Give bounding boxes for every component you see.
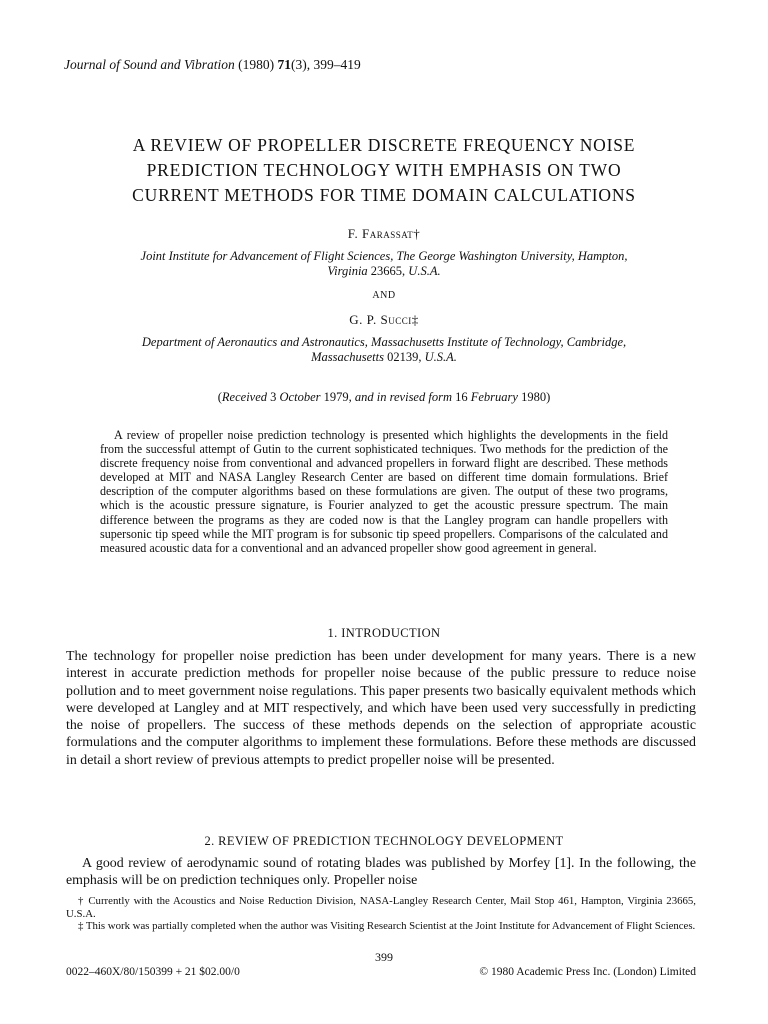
author-2-mark: ‡ [411, 312, 419, 327]
received-dates [40, 390, 728, 405]
copyright-notice: © 1980 Academic Press Inc. (London) Limited [479, 966, 696, 978]
received-open: ( [217, 390, 222, 404]
revised-year: 1980) [517, 390, 551, 404]
abstract-text: A review of propeller noise prediction technology is presented which highlights the developments in the field from the successful attempt of Gutin to the current sophisticated techniques. Two methods for the prediction of the discrete frequency noise from conventional and advanced propellers in forward flight are described. These methods developed at MIT and NASA Langley Research Center are based on different time domain formulations. Brief description of the computer algorithms based on these formulations are given. The output of these two programs, which is the acoustic pressure signature, is Fourier analyzed to get the acoustic pressure spectrum. The main difference between the programs as they are coded now is that the Langley program can handle propellers with supersonic tip speed while the MIT program is for subsonic tip speed propellers. Comparisons of the calculated and measured acoustic data for a conventional and an advanced propeller show good agreement in general. [100, 428, 668, 555]
section-1-paragraph: The technology for propeller noise prediction has been under development for many years. There is a new interest in accurate prediction methods for propeller noise because of the public pressure to reduce noise pollution and to meet government noise regulations. This paper presents two basically equivalent methods which were developed at Langley and at MIT respectively, and which have been used very successfully in predicting the noise of propellers. The success of these methods depends on the selection of appropriate acoustic formulations and the computer algorithms to implement these formulations. Before these methods are discussed in detail a short review of previous attempts to predict propeller noise will be presented. [66, 649, 696, 768]
author-2-affiliation-line-2 [40, 350, 728, 365]
title-line-2: PREDICTION TECHNOLOGY WITH EMPHASIS ON TWO [146, 160, 622, 180]
and-separator: AND [372, 290, 396, 301]
section-2-body [66, 855, 696, 890]
journal-citation [64, 57, 361, 73]
section-1-body [66, 648, 696, 769]
revised-label: and in revised form [354, 390, 452, 404]
journal-name: Journal of Sound and Vibration [64, 57, 235, 72]
revised-month: February [470, 390, 518, 404]
footnote-2: ‡ This work was partially completed when the author was Visiting Research Scientist at the Joint Institute for Advancement of Flight Sciences. [78, 920, 696, 932]
footnotes [66, 895, 696, 933]
author-2-name: G. P. Succi [349, 312, 412, 327]
author-1-country: U.S.A. [408, 264, 441, 278]
footnote-1: † Currently with the Acoustics and Noise Reduction Division, NASA-Langley Research Center, Mail Stop 461, Hampton, Virginia 23665, U.S.A. [66, 895, 696, 920]
author-1-zip: 23665, [367, 264, 409, 278]
title-line-1: A REVIEW OF PROPELLER DISCRETE FREQUENCY NOISE [132, 135, 636, 155]
section-2-heading: 2. REVIEW OF PREDICTION TECHNOLOGY DEVELOPMENT [204, 834, 564, 848]
section-2-paragraph: A good review of aerodynamic sound of rotating blades was published by Morfey [1]. In the following, the emphasis will be on prediction techniques only. Propeller noise [66, 856, 696, 889]
journal-issue-pages: (3), 399–419 [291, 57, 361, 72]
abstract [100, 428, 668, 555]
author-1-affiliation-line-2 [40, 264, 728, 279]
author-1-name: F. Farassat [347, 226, 414, 241]
author-2-country: U.S.A. [424, 350, 457, 364]
received-label: Received [221, 390, 268, 404]
author-1-affiliation [40, 249, 728, 279]
author-2-state: Massachusetts [311, 350, 384, 364]
revised-day: 16 [451, 390, 471, 404]
author-1-affiliation-line-1: Joint Institute for Advancement of Flight Sciences, The George Washington University, Hampton, [140, 249, 628, 263]
section-1-heading: 1. INTRODUCTION [327, 626, 441, 640]
journal-volume: 71 [277, 57, 291, 72]
author-1-mark: † [413, 226, 421, 241]
author-2-affiliation [40, 335, 728, 365]
received-month: October [279, 390, 321, 404]
author-1-state: Virginia [327, 264, 368, 278]
author-2 [40, 312, 728, 328]
title-line-3: CURRENT METHODS FOR TIME DOMAIN CALCULATIONS [132, 185, 636, 205]
journal-year: (1980) [238, 57, 275, 72]
page-number: 399 [375, 950, 393, 964]
author-2-affiliation-line-1: Department of Aeronautics and Astronautics, Massachusetts Institute of Technology, Cambridge, [141, 335, 627, 349]
article-code: 0022–460X/80/150399 + 21 $02.00/0 [66, 966, 240, 978]
author-2-zip: 02139, [384, 350, 425, 364]
author-1 [40, 226, 728, 242]
article-title [40, 133, 728, 208]
received-year: 1979, [320, 390, 355, 404]
received-day: 3 [267, 390, 280, 404]
